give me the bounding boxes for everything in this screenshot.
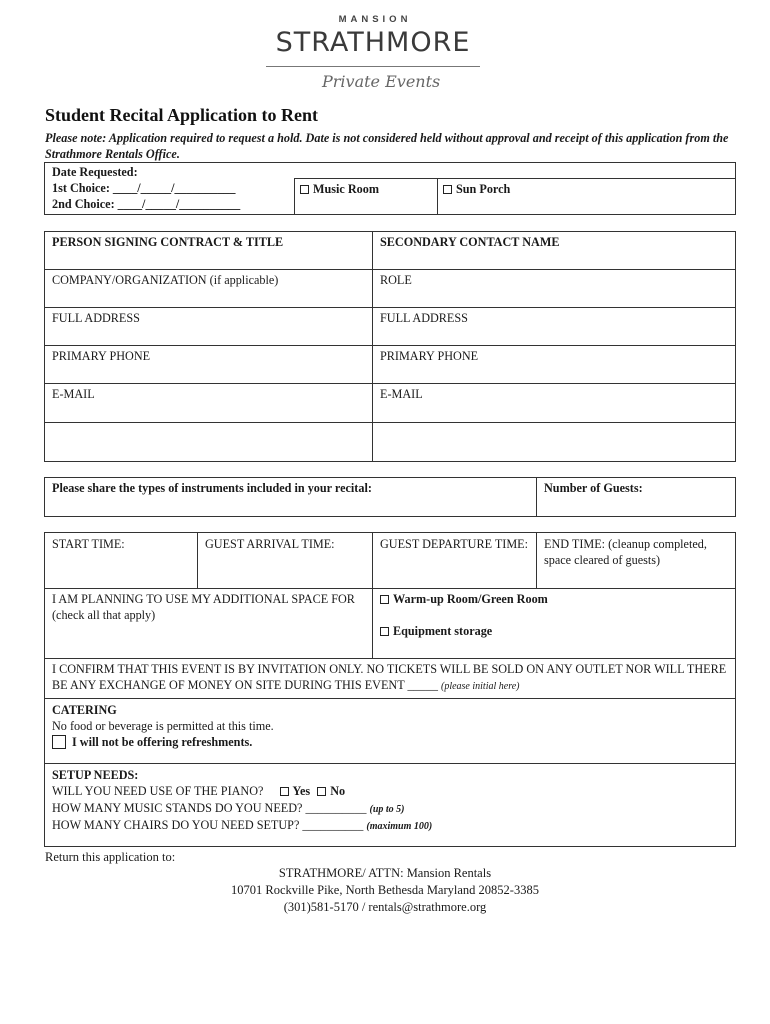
return-contact: (301)581-5170 / rentals@strathmore.org (283, 900, 487, 914)
logo-rule (266, 66, 480, 67)
equipment-storage-label: Equipment storage (393, 624, 493, 638)
music-room-checkbox[interactable] (300, 185, 309, 194)
page-title: Student Recital Application to Rent (45, 105, 319, 125)
no-refreshments-label: I will not be offering refreshments. (72, 735, 253, 749)
piano-no-checkbox[interactable] (317, 787, 326, 796)
music-room-label: Music Room (313, 182, 380, 196)
no-refreshments-checkbox[interactable] (52, 735, 66, 749)
secondary-email-field[interactable]: E-MAIL (380, 387, 423, 401)
second-choice-field[interactable]: 2nd Choice: ____/_____/__________ (52, 197, 241, 211)
initial-note: (please initial here) (440, 681, 520, 692)
application-note: Please note: Application required to request a hold. Date is not considered held without approval and receipt of this application from the Strathmore Rentals Office. (45, 131, 729, 161)
chairs-note: (maximum 100) (366, 821, 433, 832)
end-time-field[interactable]: END TIME: (cleanup completed, space cleared of guests) (544, 537, 707, 567)
extra-field-left[interactable] (52, 425, 362, 459)
chairs-label: HOW MANY CHAIRS DO YOU NEED SETUP? __________ (52, 818, 364, 832)
music-stands-label: HOW MANY MUSIC STANDS DO YOU NEED? __________ (52, 801, 367, 815)
secondary-address-field[interactable]: FULL ADDRESS (380, 311, 468, 325)
sun-porch-checkbox[interactable] (443, 185, 452, 194)
start-time-field[interactable]: START TIME: (52, 537, 125, 551)
company-field[interactable]: COMPANY/ORGANIZATION (if applicable) (52, 273, 279, 287)
date-requested-label: Date Requested: (52, 165, 138, 179)
catering-text: No food or beverage is permitted at this time. (52, 719, 274, 733)
piano-yes-checkbox[interactable] (280, 787, 289, 796)
sun-porch-label: Sun Porch (456, 182, 511, 196)
no-refreshments-option[interactable] (52, 734, 252, 750)
return-label: Return this application to: (45, 850, 176, 864)
address-field[interactable]: FULL ADDRESS (52, 311, 140, 325)
sun-porch-option[interactable] (443, 181, 510, 197)
piano-question (52, 783, 345, 799)
logo-strathmore: STRATHMORE (275, 27, 471, 58)
piano-yes-option[interactable] (280, 784, 311, 798)
equipment-storage-option[interactable] (380, 623, 492, 639)
first-choice-field[interactable]: 1st Choice: ____/_____/__________ (52, 181, 236, 195)
music-room-option[interactable] (300, 181, 379, 197)
piano-label: WILL YOU NEED USE OF THE PIANO? (52, 784, 264, 798)
setup-heading: SETUP NEEDS: (52, 768, 139, 782)
catering-heading: CATERING (52, 703, 117, 717)
strathmore-logo (262, 14, 484, 91)
secondary-phone-field[interactable]: PRIMARY PHONE (380, 349, 479, 363)
instruments-field[interactable]: Please share the types of instruments included in your recital: (52, 481, 372, 495)
piano-no-option[interactable] (317, 784, 345, 798)
guest-arrival-field[interactable]: GUEST ARRIVAL TIME: (205, 537, 335, 551)
person-signing-field[interactable]: PERSON SIGNING CONTRACT & TITLE (52, 235, 284, 249)
number-of-guests-field[interactable]: Number of Guests: (544, 481, 643, 495)
warmup-room-option[interactable] (380, 591, 548, 607)
piano-yes-label: Yes (292, 784, 311, 798)
secondary-contact-field[interactable]: SECONDARY CONTACT NAME (380, 235, 560, 249)
email-field[interactable]: E-MAIL (52, 387, 95, 401)
chairs-field[interactable] (52, 817, 432, 835)
primary-phone-field[interactable]: PRIMARY PHONE (52, 349, 151, 363)
role-field[interactable]: ROLE (380, 273, 412, 287)
warmup-room-checkbox[interactable] (380, 595, 389, 604)
guest-departure-field[interactable]: GUEST DEPARTURE TIME: (380, 537, 529, 551)
additional-space-label: I AM PLANNING TO USE MY ADDITIONAL SPACE FOR (check all that apply) (52, 592, 355, 622)
return-address-1: STRATHMORE/ ATTN: Mansion Rentals (278, 866, 492, 880)
confirm-invitation-statement[interactable] (52, 661, 732, 695)
return-address-2: 10701 Rockville Pike, North Bethesda Maryland 20852-3385 (231, 883, 539, 897)
music-stands-field[interactable] (52, 800, 404, 818)
logo-private-events: Private Events (322, 72, 441, 91)
piano-no-label: No (330, 784, 346, 798)
warmup-room-label: Warm-up Room/Green Room (393, 592, 548, 606)
equipment-storage-checkbox[interactable] (380, 627, 389, 636)
extra-field-right[interactable] (380, 425, 730, 459)
logo-mansion: MANSION (338, 14, 412, 25)
music-stands-note: (up to 5) (369, 804, 405, 815)
confirm-text: I CONFIRM THAT THIS EVENT IS BY INVITATION ONLY. NO TICKETS WILL BE SOLD ON ANY OUTLET NOR WILL THERE BE ANY EXCHANGE OF MONEY ON SITE DURING THIS EVENT _____ (52, 662, 727, 692)
